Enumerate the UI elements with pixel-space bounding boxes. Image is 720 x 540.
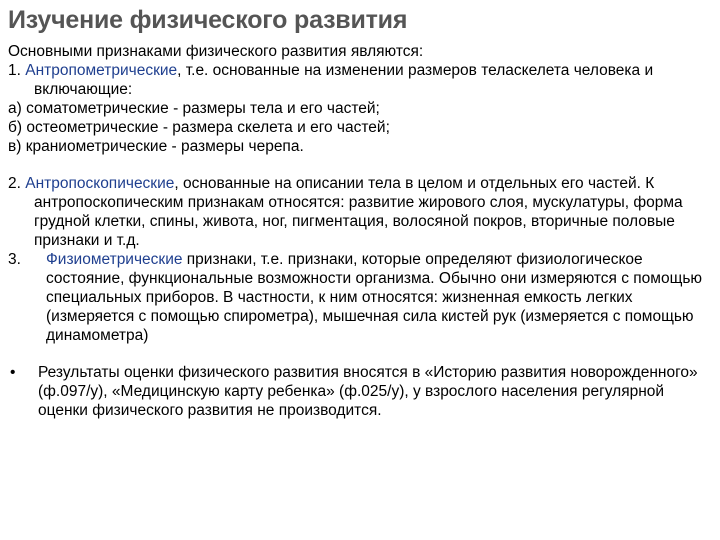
item-anthropometric bbox=[8, 61, 704, 99]
term-anthroposcopic: Антропоскопические bbox=[25, 175, 175, 192]
subitem-osteometric: б) остеометрические - размера скелета и его частей; bbox=[8, 119, 390, 136]
subitem-craniometric: в) краниометрические - размеры черепа. bbox=[8, 138, 304, 155]
subitem-somatometric: а) соматометрические - размеры тела и его частей; bbox=[8, 100, 380, 117]
page-title: Изучение физического развития bbox=[8, 6, 408, 34]
item-number: 1. bbox=[8, 62, 26, 79]
spacer bbox=[8, 156, 704, 174]
bullet-icon: • bbox=[10, 364, 16, 381]
item-text bbox=[46, 250, 704, 345]
list-item-results bbox=[8, 363, 704, 420]
item-number: 3. bbox=[8, 251, 21, 268]
term-physiometric: Физиометрические bbox=[46, 251, 183, 268]
bullet-text: Результаты оценки физического развития вносятся в «Историю развития новорожденного» (ф.097/у), «Медицинскую карту ребенка» (ф.025/у), у взрослого населения регулярной оценки физического развития не производится. bbox=[38, 364, 698, 419]
intro-text: Основными признаками физического развития являются: bbox=[8, 43, 424, 60]
item-text-rest: признаки, т.е. признаки, которые определяют физиологическое состояние, функциональные возможности организма. Обычно они измеряются с помощью специальных приборов. В частности, к ним относятся: жизненная емкость легких (измеряется с помощью спирометра), мышечная сила кистей рук (измеряется с помощью динамометра) bbox=[46, 251, 703, 344]
item-anthroposcopic bbox=[8, 174, 704, 250]
item-number: 2. bbox=[8, 175, 26, 192]
term-anthropometric: Антропометрические bbox=[25, 62, 178, 79]
slide-body bbox=[8, 42, 704, 420]
item-text: , т.е. основанные на изменении размеров теласкелета человека и включающие: bbox=[34, 62, 654, 98]
item-text: , основанные на описании тела в целом и отдельных его частей. К антропоскопическим признакам относятся: развитие жирового слоя, мускулатуры, форма грудной клетки, спины, живота, ног, пигментация, волосяной покров, вторичные половые признаки и т.д. bbox=[34, 175, 683, 249]
item-physiometric bbox=[8, 250, 704, 345]
